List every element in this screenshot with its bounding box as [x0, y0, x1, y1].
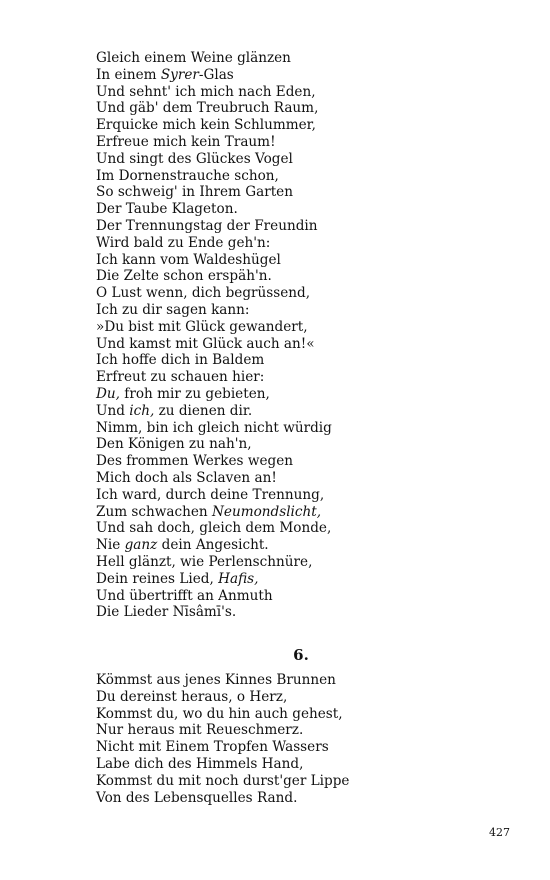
poem-line: Von des Lebensquelles Rand. [96, 789, 298, 806]
poem-line: Dein reines Lied, Hafis, [96, 570, 259, 587]
poem-line: Und singt des Glückes Vogel [96, 150, 293, 167]
poem-line: Erquicke mich kein Schlummer, [96, 117, 317, 134]
poem-line: Nur heraus mit Reueschmerz. [96, 722, 304, 739]
poem-line: Den Königen zu nah'n, [96, 436, 252, 453]
poem-line: Erfreue mich kein Traum! [96, 133, 276, 150]
poem-line: Du dereinst heraus, o Herz, [96, 688, 288, 705]
poem-line: Gleich einem Weine glänzen [96, 50, 291, 66]
poem-line: Hell glänzt, wie Perlenschnüre, [96, 553, 313, 570]
poem-line: Im Dornenstrauche schon, [96, 167, 279, 184]
poem-line: Wird bald zu Ende geh'n: [96, 234, 271, 251]
poem-line: Des frommen Werkes wegen [96, 453, 294, 470]
poem-line: Nimm, bin ich gleich nicht würdig [96, 419, 332, 436]
poem-line: Zum schwachen Neumondslicht, [96, 503, 322, 520]
poem-line: In einem Syrer-Glas [96, 66, 234, 83]
poem-line: O Lust wenn, dich begrüssend, [96, 285, 311, 302]
poem-stanza-block [96, 672, 496, 806]
poem-line: Die Zelte schon erspäh'n. [96, 268, 272, 285]
poem-line: Du, froh mir zu gebieten, [96, 385, 270, 402]
poem-line: Mich doch als Sclaven an! [96, 469, 277, 486]
poem-line: Und sah doch, gleich dem Monde, [96, 520, 332, 537]
poem-line: Labe dich des Himmels Hand, [96, 755, 304, 772]
emphasis-text: Syrer [160, 66, 199, 83]
poem-line: Ich zu dir sagen kann: [96, 301, 250, 318]
emphasis-text: Neumondslicht, [212, 503, 322, 520]
page-number: 427 [489, 826, 510, 839]
poem-line: Kommst du mit noch durst'ger Lippe [96, 772, 350, 789]
poem-line: Ich ward, durch deine Trennung, [96, 486, 325, 503]
poem-line: Nicht mit Einem Tropfen Wassers [96, 739, 329, 756]
emphasis-text: Hafis, [218, 570, 259, 587]
poem-line: Ich kann vom Waldeshügel [96, 251, 281, 268]
poem-line: Ich hoffe dich in Baldem [96, 352, 265, 369]
poem-stanza-block [96, 50, 496, 621]
poem-line: Erfreut zu schauen hier: [96, 369, 265, 386]
poem-line: Und kamst mit Glück auch an!« [96, 335, 315, 352]
emphasis-text: ganz [124, 537, 158, 554]
poem-line: Kömmst aus jenes Kinnes Brunnen [96, 672, 336, 688]
poem-line: »Du bist mit Glück gewandert, [96, 318, 308, 335]
poem-line: Und ich, zu dienen dir. [96, 402, 253, 419]
poem-line: Und übertrifft an Anmuth [96, 587, 273, 604]
poem-line: Der Taube Klageton. [96, 201, 238, 218]
section-number: 6. [293, 646, 309, 664]
poem-line: Und gäb' dem Treubruch Raum, [96, 100, 319, 117]
emphasis-text: ich, [129, 402, 155, 419]
emphasis-text: Du, [96, 385, 120, 402]
poem-line: Kommst du, wo du hin auch gehest, [96, 705, 343, 722]
poem-line: Und sehnt' ich mich nach Eden, [96, 83, 316, 100]
poem-line: So schweig' in Ihrem Garten [96, 184, 293, 201]
poem-line: Nie ganz dein Angesicht. [96, 537, 269, 554]
poem-line: Die Lieder Nīsâmī's. [96, 604, 237, 621]
poem-line: Der Trennungstag der Freundin [96, 217, 318, 234]
